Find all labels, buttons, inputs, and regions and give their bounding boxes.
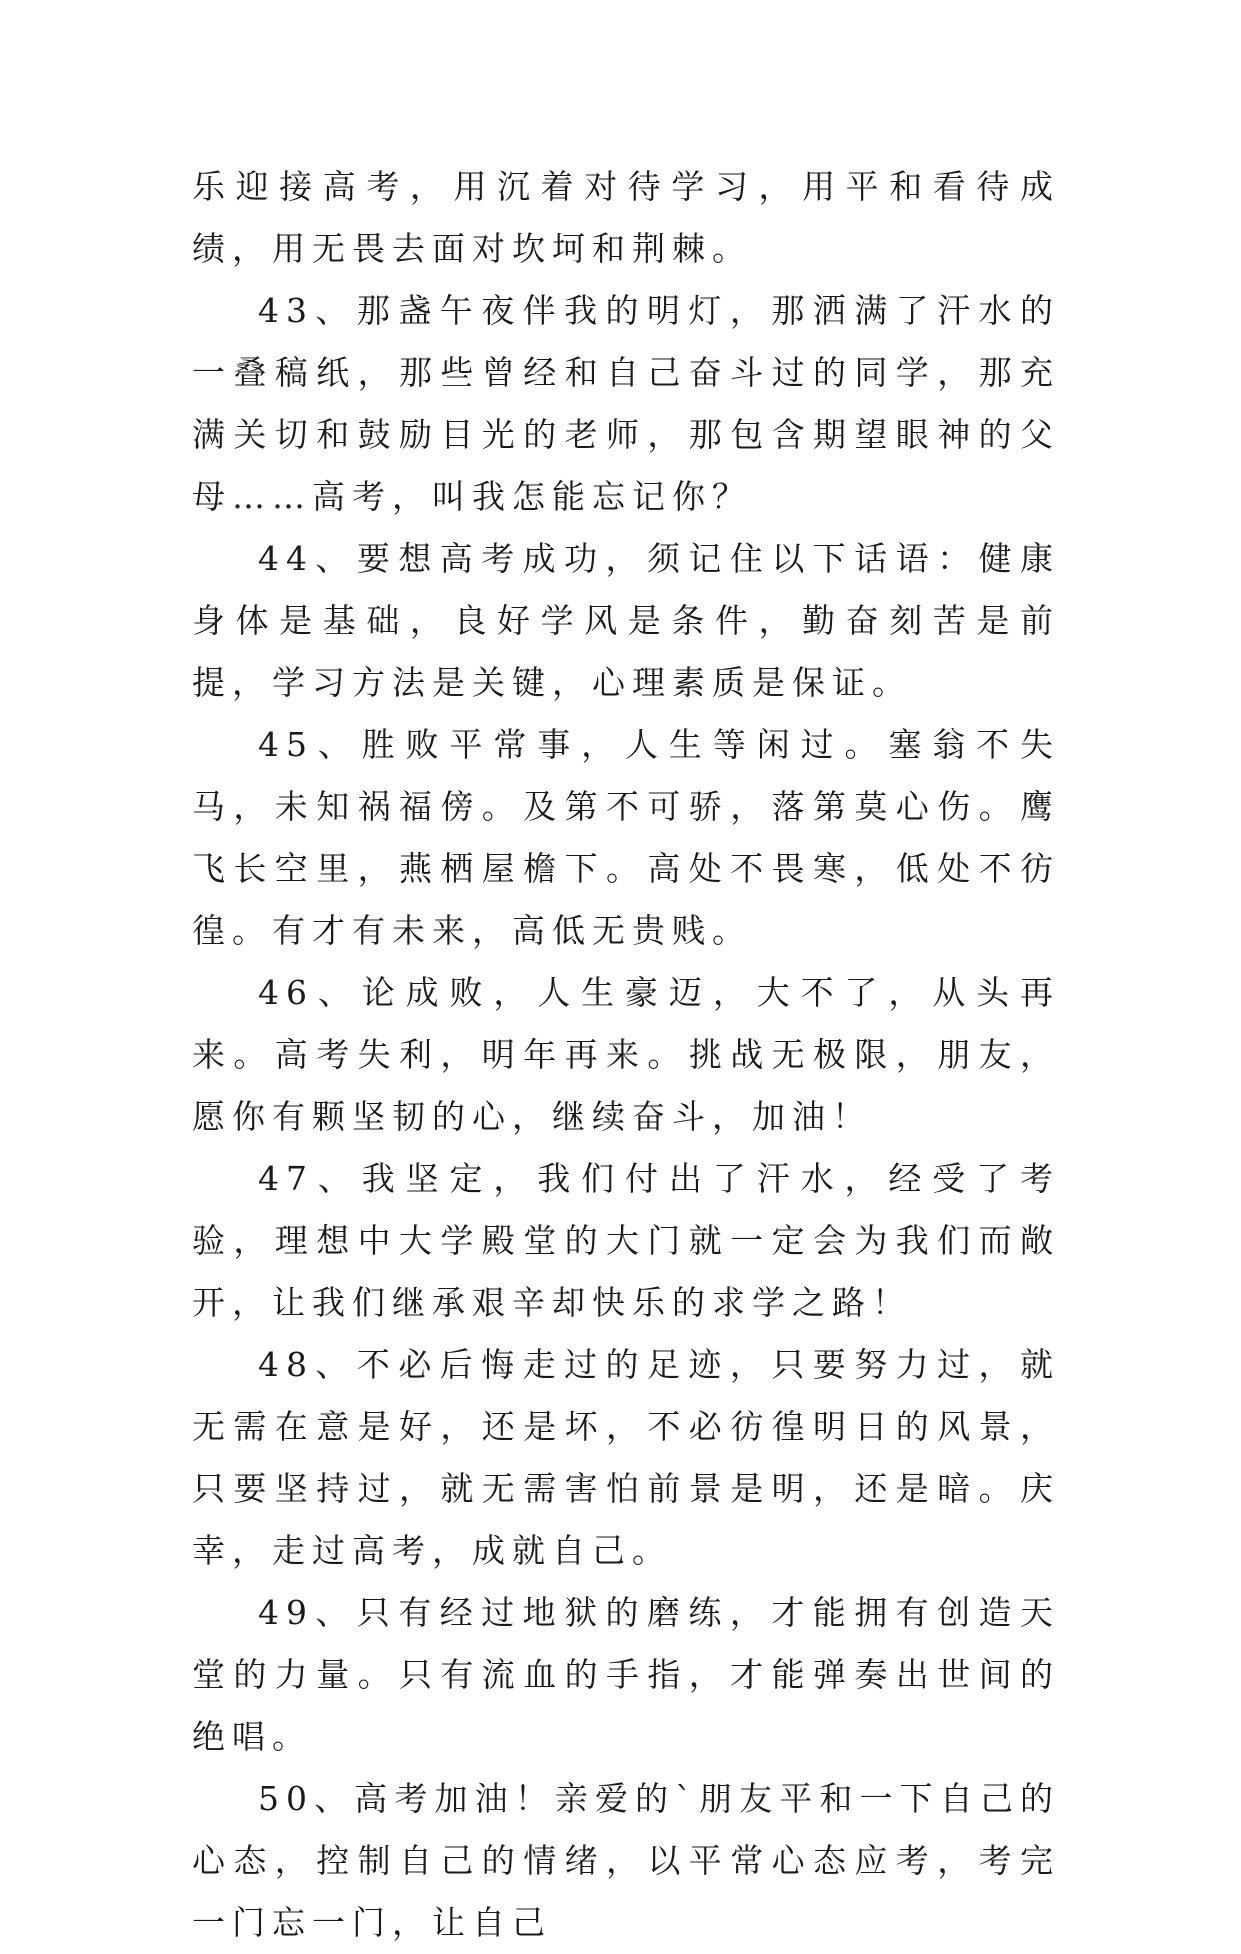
paragraph-50: 50、高考加油！亲爱的`朋友平和一下自己的心态，控制自己的情绪，以平常心态应考，考完一门忘一门，让自己 [192,1779,1060,1942]
paragraph-continuation: 乐迎接高考，用沉着对待学习，用平和看待成绩，用无畏去面对坎坷和荆棘。 [192,167,1060,268]
paragraph-44: 44、要想高考成功，须记住以下话语：健康身体是基础，良好学风是条件，勤奋刻苦是前提，学习方法是关键，心理素质是保证。 [192,539,1060,702]
paragraph-47: 47、我坚定，我们付出了汗水，经受了考验，理想中大学殿堂的大门就一定会为我们而敞开，让我们继承艰辛却快乐的求学之路！ [192,1159,1060,1322]
paragraph-48: 48、不必后悔走过的足迹，只要努力过，就无需在意是好，还是坏，不必彷徨明日的风景，只要坚持过，就无需害怕前景是明，还是暗。庆幸，走过高考，成就自己。 [192,1345,1060,1570]
paragraph-49: 49、只有经过地狱的磨练，才能拥有创造天堂的力量。只有流血的手指，才能弹奏出世间的绝唱。 [192,1593,1060,1756]
paragraph-43: 43、那盏午夜伴我的明灯，那洒满了汗水的一叠稿纸，那些曾经和自己奋斗过的同学，那充满关切和鼓励目光的老师，那包含期望眼神的父母……高考，叫我怎能忘记你？ [192,291,1060,516]
document-page [192,156,1060,1954]
paragraph-46: 46、论成败，人生豪迈，大不了，从头再来。高考失利，明年再来。挑战无极限，朋友，愿你有颗坚韧的心，继续奋斗，加油！ [192,973,1060,1136]
paragraph-45: 45、胜败平常事，人生等闲过。塞翁不失马，未知祸福傍。及第不可骄，落第莫心伤。鹰飞长空里，燕栖屋檐下。高处不畏寒，低处不彷徨。有才有未来，高低无贵贱。 [192,725,1060,950]
